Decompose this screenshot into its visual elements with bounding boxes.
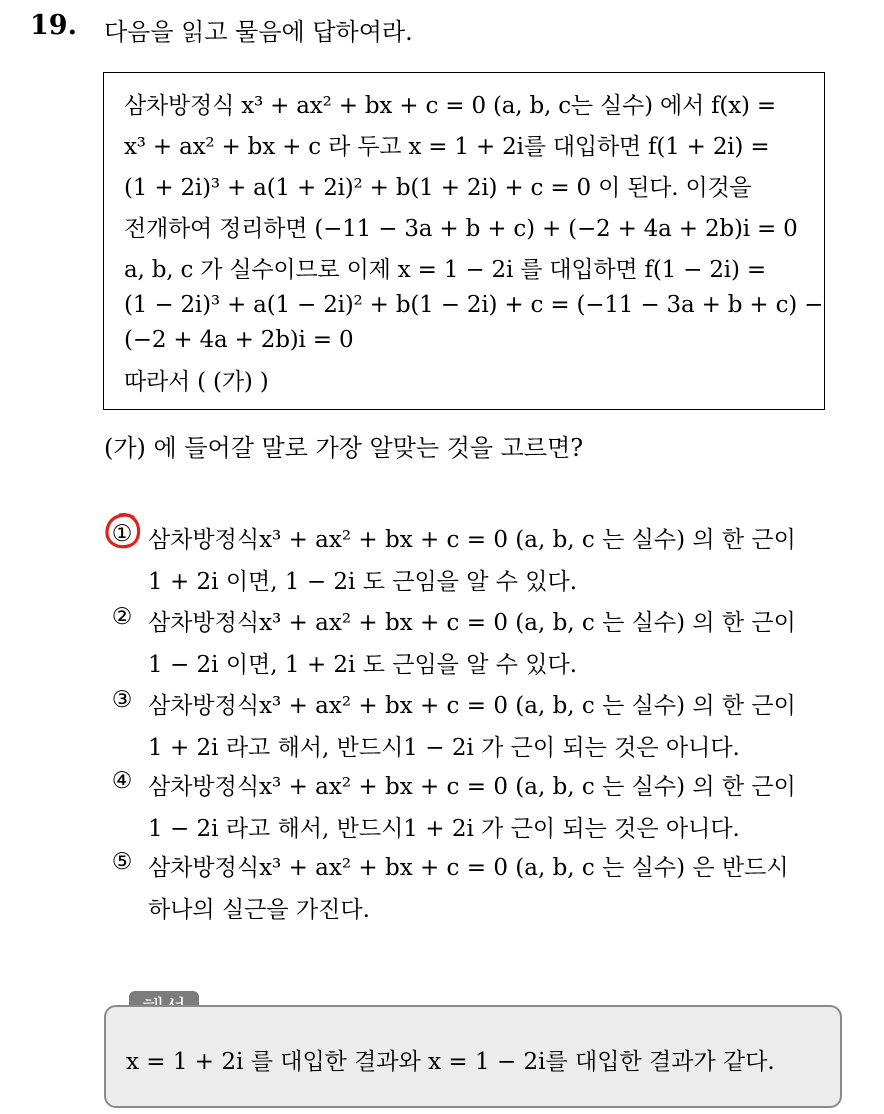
choice-number: ② <box>111 604 133 630</box>
passage-line: 따라서 ( (가) ) <box>124 369 269 395</box>
question-prompt: 다음을 읽고 물음에 답하여라. <box>104 18 413 46</box>
passage-line: (1 − 2i)³ + a(1 − 2i)² + b(1 − 2i) + c = (−11 − 3a + b + c) − <box>124 292 824 318</box>
choice-text-line1: 삼차방정식x³ + ax² + bx + c = 0 (a, b, c 는 실수) 의 한 근이 <box>148 774 796 800</box>
solution-box <box>104 1005 842 1108</box>
choice-text-line2: 1 − 2i 라고 해서, 반드시1 + 2i 가 근이 되는 것은 아니다. <box>148 816 740 842</box>
choice-text-line1: 삼차방정식x³ + ax² + bx + c = 0 (a, b, c 는 실수) 의 한 근이 <box>148 527 796 553</box>
solution-text: x = 1 + 2i 를 대입한 결과와 x = 1 − 2i를 대입한 결과가 같다. <box>126 1049 775 1075</box>
choice-number: ③ <box>111 687 133 713</box>
passage-line: (1 + 2i)³ + a(1 + 2i)² + b(1 + 2i) + c = 0 이 된다. 이것을 <box>124 175 752 201</box>
choice-text-line2: 1 + 2i 라고 해서, 반드시1 − 2i 가 근이 되는 것은 아니다. <box>148 735 740 761</box>
choice-text-line1: 삼차방정식x³ + ax² + bx + c = 0 (a, b, c 는 실수) 의 한 근이 <box>148 693 796 719</box>
sub-question: (가) 에 들어갈 말로 가장 알맞는 것을 고르면? <box>104 434 584 462</box>
passage-line: (−2 + 4a + 2b)i = 0 <box>124 327 354 353</box>
passage-line: a, b, c 가 실수이므로 이제 x = 1 − 2i 를 대입하면 f(1 − 2i) = <box>124 257 766 283</box>
choice-number: ④ <box>111 768 133 794</box>
choice-text-line1: 삼차방정식x³ + ax² + bx + c = 0 (a, b, c 는 실수) 의 한 근이 <box>148 610 796 636</box>
choice-number: ① <box>111 521 133 547</box>
passage-line: x³ + ax² + bx + c 라 두고 x = 1 + 2i를 대입하면 f(1 + 2i) = <box>124 134 770 160</box>
passage-line: 전개하여 정리하면 (−11 − 3a + b + c) + (−2 + 4a + 2b)i = 0 <box>124 216 798 242</box>
choice-text-line2: 1 − 2i 이면, 1 + 2i 도 근임을 알 수 있다. <box>148 652 578 678</box>
choice-number: ⑤ <box>111 849 133 875</box>
choice-text-line2: 1 + 2i 이면, 1 − 2i 도 근임을 알 수 있다. <box>148 569 578 595</box>
question-number: 19. <box>30 10 77 41</box>
passage-box <box>103 72 825 410</box>
choice-text-line1: 삼차방정식x³ + ax² + bx + c = 0 (a, b, c 는 실수) 은 반드시 <box>148 855 789 881</box>
choice-text-line2: 하나의 실근을 가진다. <box>148 897 370 923</box>
passage-line: 삼차방정식 x³ + ax² + bx + c = 0 (a, b, c는 실수) 에서 f(x) = <box>124 93 776 119</box>
